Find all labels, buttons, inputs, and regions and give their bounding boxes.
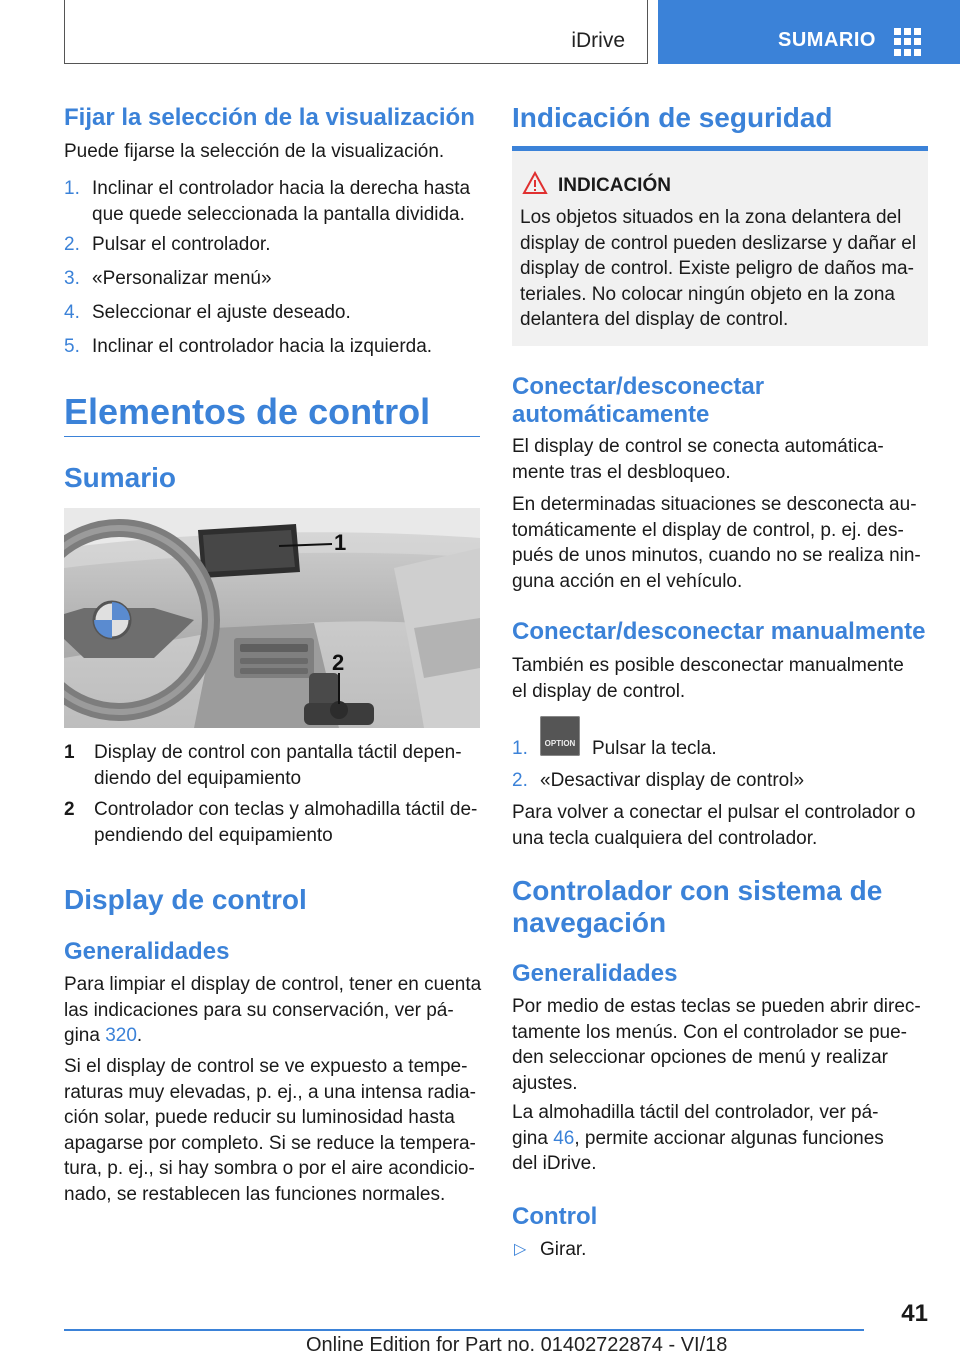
- heading-generalidades: Generalidades: [64, 938, 230, 965]
- text-line: el display de control.: [512, 680, 686, 702]
- list-item: [512, 1237, 928, 1263]
- text-line: nado, se restablecen las funciones normales.: [64, 1183, 446, 1205]
- heading-line: automáticamente: [512, 401, 710, 428]
- text-line: den seleccionar opciones de menú y realizar: [512, 1047, 888, 1069]
- paragraph-auto-2: [512, 492, 921, 594]
- list-number: 4.: [64, 302, 80, 323]
- page-link-320[interactable]: 320: [105, 1025, 137, 1047]
- paragraph-fijar: Puede fijarse la selección de la visualización.: [64, 141, 445, 162]
- grid-icon: [894, 28, 922, 56]
- heading-line: Controlador con sistema de: [512, 875, 883, 906]
- legend-number: 1: [64, 742, 75, 763]
- text-line: apagarse por completo. Si se reduce la tempera-: [64, 1132, 476, 1154]
- heading-sumario: Sumario: [64, 462, 177, 493]
- text-fragment: , permite accionar algunas funciones: [574, 1127, 884, 1149]
- footer-edition: Online Edition for Part no. 01402722874 - VI/18: [306, 1334, 728, 1356]
- text-line: delantera del display de control.: [520, 309, 789, 331]
- notice-box: [512, 146, 928, 346]
- list-text: Inclinar el controlador hacia la derecha hasta: [92, 178, 471, 199]
- option-key-label: OPTION: [544, 739, 576, 748]
- list-item: [64, 266, 480, 292]
- heading-manual: Conectar/desconectar manualmente: [512, 618, 926, 645]
- text-line: tura, p. ej., si hay sombra o por el aire acondicio-: [64, 1158, 475, 1180]
- text-line: teriales. No colocar ningún objeto en la zona: [520, 283, 895, 305]
- text-line: [64, 1023, 480, 1049]
- notice-text: [520, 205, 924, 333]
- dashboard-image: [64, 508, 480, 728]
- text-line: La almohadilla táctil del controlador, ver pá-: [512, 1102, 879, 1123]
- list-number: 1.: [64, 178, 80, 199]
- paragraph-almohadilla: [512, 1100, 884, 1177]
- dashboard-illustration: [64, 508, 480, 728]
- heading-line: Conectar/desconectar: [512, 373, 765, 400]
- notice-title: INDICACIÓN: [558, 175, 671, 196]
- text-line: guna acción en el vehículo.: [512, 570, 743, 592]
- text-line: Por medio de estas teclas se pueden abrir direc-: [512, 996, 921, 1017]
- list-item: [64, 300, 480, 326]
- sumario-label: SUMARIO: [778, 29, 876, 51]
- list-number: 5.: [64, 336, 80, 357]
- text-line: [512, 1126, 884, 1152]
- text-line: raturas muy elevadas, p. ej., a una intensa radia-: [64, 1081, 476, 1103]
- list-number: 3.: [64, 268, 80, 289]
- list-text: Girar.: [540, 1239, 587, 1260]
- list-number: 2.: [512, 770, 528, 791]
- callout-1: 1: [334, 530, 347, 555]
- paragraph-teclas: [512, 994, 921, 1096]
- text-line: pués de unos minutos, cuando no se realiza nin-: [512, 545, 921, 567]
- list-text: Inclinar el controlador hacia la izquierda.: [92, 336, 433, 357]
- list-text: «Desactivar display de control»: [540, 770, 805, 791]
- text-line: display de control. Existe peligro de daños ma-: [520, 258, 914, 280]
- heading-control: Control: [512, 1203, 598, 1230]
- text-line: ción solar, puede reducir su luminosidad hasta: [64, 1107, 455, 1129]
- text-line: Los objetos situados en la zona delantera del: [520, 207, 902, 228]
- heading-nav: [512, 875, 882, 939]
- list-item: [64, 232, 480, 258]
- page-number: 41: [901, 1300, 928, 1327]
- text-line: las indicaciones para su conservación, ver pá-: [64, 999, 454, 1021]
- list-number: 1.: [512, 738, 528, 759]
- header-title: iDrive: [571, 29, 625, 52]
- list-text: que quede seleccionada la pantalla dividida.: [92, 204, 465, 225]
- option-key-icon[interactable]: [540, 716, 580, 756]
- sumario-button[interactable]: [658, 0, 960, 64]
- text-line: tamente los menús. Con el controlador se pue-: [512, 1021, 907, 1043]
- legend-text: Controlador con teclas y almohadilla táctil de-: [94, 799, 478, 820]
- text-line: Para volver a conectar el pulsar el controlador o: [512, 802, 916, 823]
- steps-list: [64, 176, 480, 366]
- heading-elementos: Elementos de control: [64, 391, 431, 432]
- text-line: del iDrive.: [512, 1153, 597, 1175]
- legend-item: [64, 740, 480, 792]
- header-title-box: [64, 0, 648, 64]
- bullet-icon: ▷: [514, 1241, 527, 1258]
- page-link-46[interactable]: 46: [553, 1127, 575, 1149]
- text-line: tomáticamente el display de control, p. ej. des-: [512, 519, 904, 541]
- paragraph-expuesto: [64, 1054, 480, 1208]
- text-line: Si el display de control se ve expuesto a tempe-: [64, 1056, 468, 1077]
- text-line: Para limpiar el display de control, tener en cuenta: [64, 974, 482, 995]
- legend-item: [64, 797, 480, 849]
- list-item: [512, 716, 928, 764]
- callout-2: 2: [332, 650, 345, 675]
- heading-fijar: Fijar la selección de la visualización: [64, 104, 475, 131]
- list-text: Pulsar el controlador.: [92, 234, 271, 255]
- paragraph-limpiar: [64, 972, 480, 1049]
- list-item: [512, 768, 928, 794]
- heading-auto: [512, 373, 764, 429]
- paragraph-manual: [512, 653, 904, 704]
- list-item: [64, 176, 480, 228]
- heading-line: navegación: [512, 907, 667, 938]
- text-fragment: gina: [512, 1127, 554, 1149]
- heading-generalidades-2: Generalidades: [512, 960, 678, 987]
- heading-rule: [64, 436, 480, 437]
- legend-text: diendo del equipamiento: [94, 768, 302, 789]
- paragraph-volver: [512, 800, 915, 851]
- text-line: una tecla cualquiera del controlador.: [512, 827, 818, 849]
- legend-text: pendiendo del equipamiento: [94, 825, 333, 846]
- text-fragment: .: [136, 1025, 143, 1047]
- warning-icon: [522, 171, 548, 195]
- text-line: display de control pueden deslizarse y dañar el: [520, 232, 917, 254]
- list-text: «Personalizar menú»: [92, 268, 272, 289]
- text-fragment: gina: [64, 1025, 106, 1047]
- text-line: En determinadas situaciones se desconecta au-: [512, 494, 917, 515]
- list-number: 2.: [64, 234, 80, 255]
- footer-rule: [64, 1329, 864, 1331]
- text-line: ajustes.: [512, 1072, 578, 1094]
- list-text: Seleccionar el ajuste deseado.: [92, 302, 351, 323]
- legend-number: 2: [64, 799, 75, 820]
- paragraph-auto-1: [512, 434, 884, 485]
- heading-seguridad: Indicación de seguridad: [512, 102, 833, 133]
- heading-display: Display de control: [64, 884, 307, 915]
- text-line: mente tras el desbloqueo.: [512, 461, 731, 483]
- text-line: El display de control se conecta automática-: [512, 436, 884, 457]
- legend-text: Display de control con pantalla táctil depen-: [94, 742, 462, 763]
- list-item: [64, 334, 480, 360]
- text-line: También es posible desconectar manualmente: [512, 655, 904, 676]
- list-text: Pulsar la tecla.: [592, 738, 717, 759]
